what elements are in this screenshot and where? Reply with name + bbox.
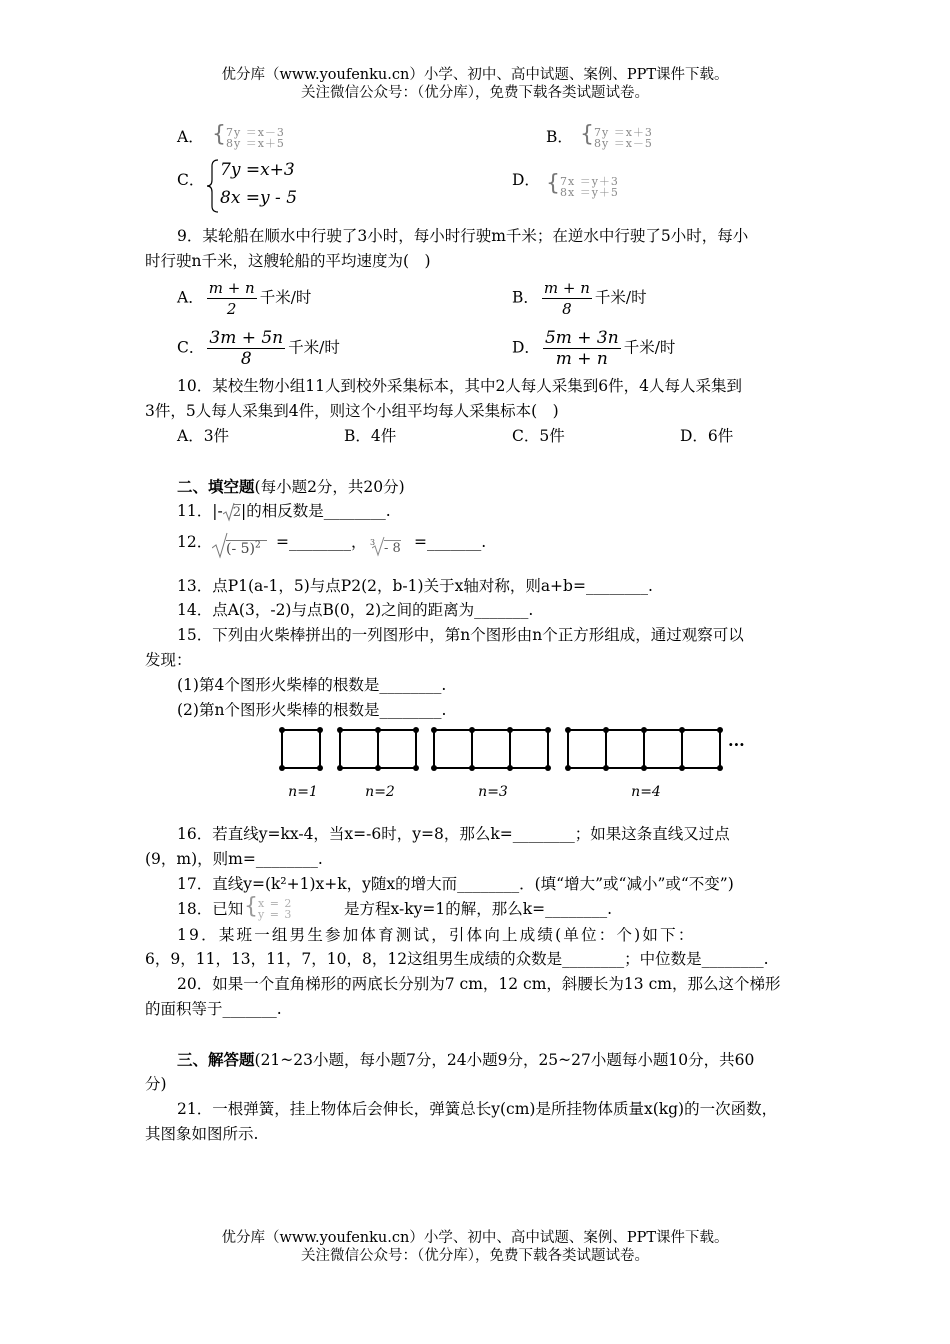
match-head [507,765,513,771]
match-head [279,765,285,771]
q16-line-1: 16．若直线y=kx-4，当x=-6时，y=8，那么k=________；如果这条直线又过点 [177,825,730,843]
q9-c-label: C． [177,338,205,357]
q21-line-1: 21．一根弹簧，挂上物体后会伸长，弹簧总长y(cm)是所挂物体质量x(kg)的一次函数， [177,1100,778,1118]
match-head [469,765,475,771]
match-head [507,727,513,733]
section-3-note-2: 分) [145,1075,167,1093]
match-head [431,765,437,771]
figure-n-3 [431,727,551,800]
page-header [0,66,950,102]
q9-b-den: 8 [562,300,572,318]
q9-line-2: 时行驶n千米，这艘轮船的平均速度为( ) [145,252,431,270]
ellipsis: ··· [728,735,745,754]
q9-b-label: B． [512,288,539,307]
q9-option-d [512,328,675,369]
q9-c-num: 3m + 5n [209,328,284,348]
q8-c-row2: 8x =y - 5 [220,188,298,208]
footer-line-2: 关注微信公众号：（优分库），免费下载各类试题试卷。 [301,1248,649,1264]
matchstick-figure [270,722,770,806]
q8-option-d-label: D． [512,171,540,189]
q10-line-1: 10．某校生物小组11人到校外采集标本，其中2人每人采集到6件，4人每人采集到 [177,377,743,395]
q11-radicand: 2 [232,505,241,520]
header-line-1: 优分库（www.youfenku.cn）小学、初中、高中试题、案例、PPT课件下载。 [221,67,729,83]
match-head [565,765,571,771]
footer-line-1: 优分库（www.youfenku.cn）小学、初中、高中试题、案例、PPT课件下载。 [221,1230,729,1246]
match-head [679,765,685,771]
q10-option-a: A．3件 [177,427,230,445]
q10-option-d: D．6件 [680,427,734,445]
figure-outline [434,730,548,768]
match-head [603,727,609,733]
q13: 13．点P1(a-1，5)与点P2(2，b-1)关于x轴对称，则a+b=________. [177,577,653,595]
q8-b-row1: 7y ＝x＋3 [594,126,653,139]
q8-a-row1: 7y ＝x－3 [226,126,285,139]
match-head [469,727,475,733]
match-head [317,727,323,733]
match-head [641,727,647,733]
q12-root-index: 3 [370,538,376,547]
q9-d-label: D． [512,338,540,357]
q12-label: 12． [177,533,213,551]
match-head [717,727,723,733]
match-head [337,727,343,733]
section-3-note: (21~23小题，每小题7分，24小题9分，25~27小题每小题10分，共60 [254,1051,755,1069]
header-line-2: 关注微信公众号：（优分库），免费下载各类试题试卷。 [301,85,649,101]
figure-label: n=3 [478,784,508,800]
q10-line-2: 3件，5人每人采集到4件，则这个小组平均每人采集标本( ) [145,402,559,420]
q8-c-row1: 7y =x+3 [220,160,295,180]
match-head [679,727,685,733]
q12-expr1-sup: 2 [255,540,261,550]
figure-n-4 [565,727,723,800]
q20-line-2: 的面积等于_______. [145,1000,282,1018]
q9-b-num: m + n [543,279,590,297]
q15-line-1: 15．下列由火柴棒拼出的一列图形中，第n个图形由n个正方形组成，通过观察可以 [177,626,744,644]
q10-option-b: B．4件 [344,427,397,445]
match-head [317,765,323,771]
q18-pre: 18．已知 [177,900,244,918]
q17: 17．直线y=(k²+1)x+k，y随x的增大而________．(填“增大”或“减小”或“不变”) [177,875,734,893]
q15-sub-1: (1)第4个图形火柴棒的根数是________. [177,676,447,694]
q15-line-2: 发现： [145,651,192,669]
q9-a-num: m + n [208,279,255,297]
q12-sqrt-1 [212,534,267,560]
q9-c-unit: 千米/时 [288,338,340,357]
figure-n-2 [337,727,419,800]
q12-expr-2 [370,536,401,560]
q8-a-row2: 8y ＝x＋5 [226,137,285,150]
q18-row1: x = 2 [258,897,293,910]
q15-sub-2: (2)第n个图形火柴棒的根数是________. [177,701,447,719]
q19-line-1: 19．某班一组男生参加体育测试，引体向上成绩(单位：个)如下： [177,926,696,944]
q9-line-1: 9．某轮船在顺水中行驶了3小时，每小时行驶m千米；在逆水中行驶了5小时，每小 [177,227,749,245]
q12-mid: =________， [276,533,367,551]
section-2-note: (每小题2分，共20分) [254,478,405,496]
q8-d-row2: 8x ＝y＋5 [560,186,619,199]
q18-row2: y = 3 [258,908,293,921]
q9-d-unit: 千米/时 [623,338,676,357]
figure-label: n=1 [288,784,318,800]
q16-line-2: (9，m)，则m=________. [145,850,323,868]
figure-label: n=4 [631,784,661,800]
q12-expr-1 [212,534,267,562]
match-head [717,765,723,771]
q9-option-c [177,328,340,369]
q9-a-unit: 千米/时 [259,288,312,307]
match-head [565,727,571,733]
q9-a-fraction [207,278,257,319]
match-head [279,727,285,733]
match-head [375,765,381,771]
match-head [545,765,551,771]
q14: 14．点A(3，-2)与点B(0，2)之间的距离为_______. [177,601,534,619]
q12-expr1-in [226,540,267,557]
q12-cbrt [370,536,401,560]
q19-line-2: 6，9，11，13，11，7，10，8，12这组男生成绩的众数是________；中位数是________. [145,950,769,968]
q11-post: |的相反数是________. [240,502,391,520]
left-brace-icon [206,158,220,214]
q8-option-a-label: A． [177,128,204,146]
match-head [431,727,437,733]
match-head [641,765,647,771]
q21-line-2: 其图象如图所示. [145,1125,259,1143]
match-head [603,765,609,771]
q10-option-c: C．5件 [512,427,565,445]
q12-post: =_______. [414,533,487,551]
q8-option-c-label: C． [177,171,205,189]
match-head [413,727,419,733]
q9-a-label: A． [177,288,204,307]
page-footer [0,1229,950,1265]
sqrt-icon [223,502,235,522]
section-3-heading [177,1049,754,1071]
section-3-title: 三、解答题 [177,1050,255,1069]
q9-d-den: m + n [555,349,608,369]
q11 [177,500,391,524]
match-head [337,765,343,771]
q8-d-row1: 7x ＝y＋3 [560,175,619,188]
q9-d-num: 5m + 3n [544,328,619,348]
q12-expr1-base: (- 5) [226,540,256,557]
figure-label: n=2 [365,784,395,800]
sqrt-icon [212,532,228,560]
q9-c-fraction [207,328,285,369]
q11-pre: 11．|- [177,502,223,520]
q9-option-b [512,278,647,319]
q12-expr2-in: - 8 [384,541,401,556]
match-head [375,727,381,733]
cube-root-icon [372,536,386,558]
q9-option-a [177,278,311,319]
q11-sqrt [223,500,241,524]
section-2-heading [177,476,405,498]
match-head [413,765,419,771]
q9-b-unit: 千米/时 [594,288,647,307]
q8-option-b-label: B． [546,128,573,146]
match-head [545,727,551,733]
q9-d-fraction [543,328,621,369]
section-2-title: 二、填空题 [177,477,255,496]
q8-b-row2: 8y ＝x－5 [594,137,653,150]
q20-line-1: 20．如果一个直角梯形的两底长分别为7 cm，12 cm，斜腰长为13 cm，那么这个梯形 [177,975,781,993]
q9-a-den: 2 [226,300,237,318]
figure-n-1 [279,727,323,800]
q9-b-fraction [542,278,592,319]
figure-outline [282,730,320,768]
q9-c-den: 8 [240,349,252,369]
q18-post: 是方程x-ky=1的解，那么k=________. [344,900,613,918]
